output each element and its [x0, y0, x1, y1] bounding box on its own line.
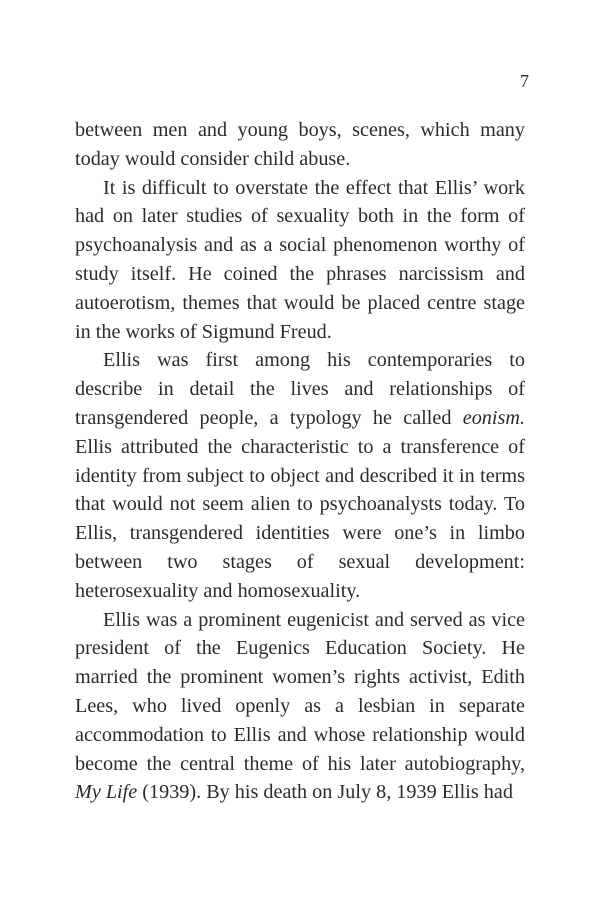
paragraph-2-text: It is difficult to overstate the effect that Ellis’ work had on later studies of sexuality both in the form of psychoanalysis and as a social phenomenon worthy of study itself. He coined the phrases narcissism and autoerotism, themes that would be placed centre stage in the works of Sigmund Freud. — [75, 176, 525, 343]
term-eonism: eonism. — [462, 406, 525, 429]
paragraph-3 — [75, 346, 525, 605]
paragraph-2 — [75, 174, 525, 347]
paragraph-4-text-a: Ellis was a prominent eugenicist and served as vice president of the Eugenics Education Society. He married the prominent women’s rights activist, Edith Lees, who lived openly as a lesbian in separate accommodation to Ellis and whose relationship would become the central theme of his later autobiography, — [75, 608, 525, 775]
paragraph-3-text-b: Ellis attributed the characteristic to a transference of identity from subject to object and described it in terms that would not seem alien to psychoanalysts today. To Ellis, transgendered identities were one’s in limbo between two stages of sexual development: heterosexuality and homosexuality. — [75, 435, 525, 602]
paragraph-3-text-a: Ellis was first among his contemporaries to describe in detail the lives and relationships of transgendered people, a typology he called — [75, 349, 525, 429]
paragraph-1 — [75, 116, 525, 174]
body-text — [75, 116, 525, 807]
paragraph-4-text-b: (1939). By his death on July 8, 1939 Ellis had — [137, 781, 513, 804]
page-number: 7 — [520, 71, 529, 91]
book-title-my-life: My Life — [75, 781, 138, 804]
paragraph-1-text: between men and young boys, scenes, which many today would consider child abuse. — [75, 119, 525, 170]
paragraph-4 — [75, 606, 525, 808]
